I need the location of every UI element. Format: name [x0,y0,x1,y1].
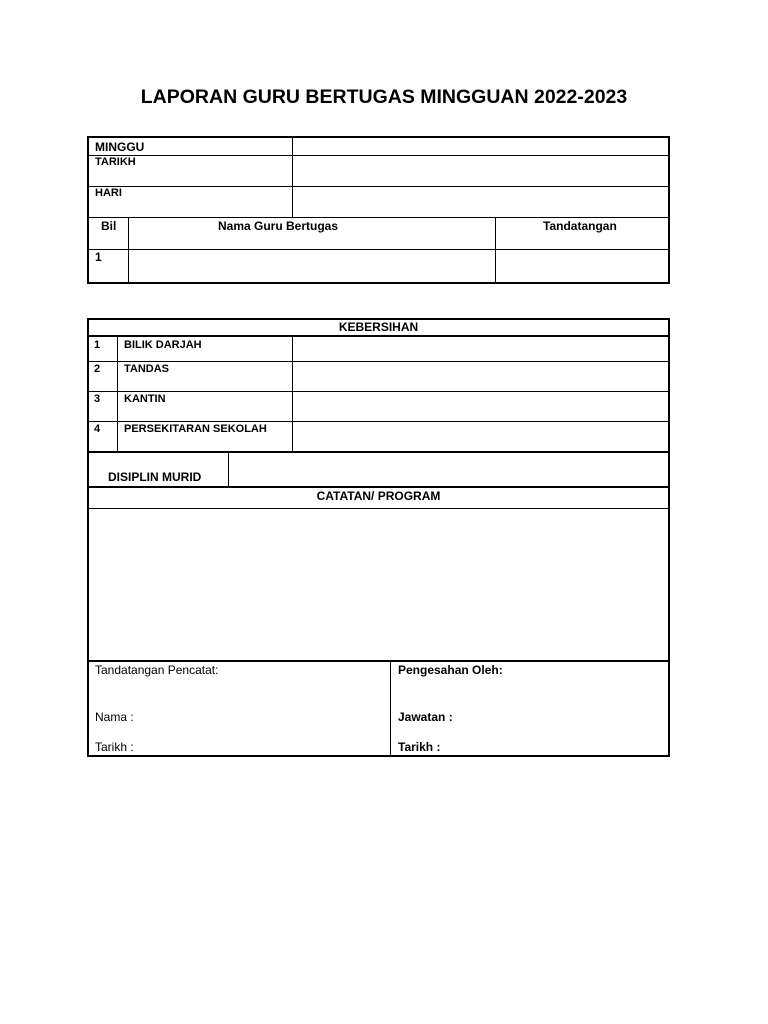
kebersihan-item-label: PERSEKITARAN SEKOLAH [124,423,267,435]
divider [292,138,293,218]
divider [88,249,669,250]
divider [117,337,118,452]
hari-label: HARI [95,187,122,199]
divider [390,662,391,755]
divider [88,217,669,218]
kebersihan-item-label: BILIK DARJAH [124,339,202,351]
tarikh-label: TARIKH [95,156,136,168]
minggu-field[interactable] [294,139,668,154]
divider [495,218,496,282]
kebersihan-item-number: 3 [94,393,101,405]
column-header-nama: Nama Guru Bertugas [218,219,339,233]
divider [228,453,229,486]
kebersihan-item-number: 2 [94,363,101,375]
catatan-program-field[interactable] [90,510,668,658]
row-number: 1 [95,250,102,264]
nama-label: Nama : [95,710,134,724]
persekitaran-sekolah-field[interactable] [294,423,668,450]
divider [88,508,669,509]
pengesahan-oleh-label: Pengesahan Oleh: [398,663,503,677]
minggu-label: MINGGU [95,140,145,154]
kebersihan-item-number: 1 [94,339,101,351]
tandatangan-pencatat-label: Tandatangan Pencatat: [95,663,219,677]
tarikh-field[interactable] [294,157,668,185]
hari-field[interactable] [294,188,668,216]
disiplin-murid-label: DISIPLIN MURID [108,470,202,484]
tandatangan-field[interactable] [497,251,668,282]
divider [128,218,129,282]
column-header-bil: Bil [101,219,117,233]
page-title: LAPORAN GURU BERTUGAS MINGGUAN 2022-2023 [140,86,628,108]
catatan-program-header: CATATAN/ PROGRAM [316,489,441,503]
kebersihan-item-label: TANDAS [124,363,170,375]
kebersihan-item-label: KANTIN [124,393,166,405]
divider [88,186,669,187]
divider [292,337,293,452]
jawatan-label: Jawatan : [398,710,453,724]
kebersihan-header: KEBERSIHAN [338,320,419,334]
divider [88,451,669,453]
divider [88,486,669,488]
divider [88,335,669,337]
tarikh-pengesahan-label: Tarikh : [398,740,441,754]
tandas-field[interactable] [294,363,668,390]
kantin-field[interactable] [294,393,668,420]
divider [88,155,669,156]
divider [88,391,669,392]
tarikh-pencatat-label: Tarikh : [95,740,134,754]
disiplin-murid-field[interactable] [230,454,668,485]
divider [88,421,669,422]
divider [88,361,669,362]
bilik-darjah-field[interactable] [294,338,668,360]
kebersihan-item-number: 4 [94,423,101,435]
divider [88,660,669,662]
nama-guru-field[interactable] [130,251,494,282]
column-header-tandatangan: Tandatangan [543,219,617,233]
